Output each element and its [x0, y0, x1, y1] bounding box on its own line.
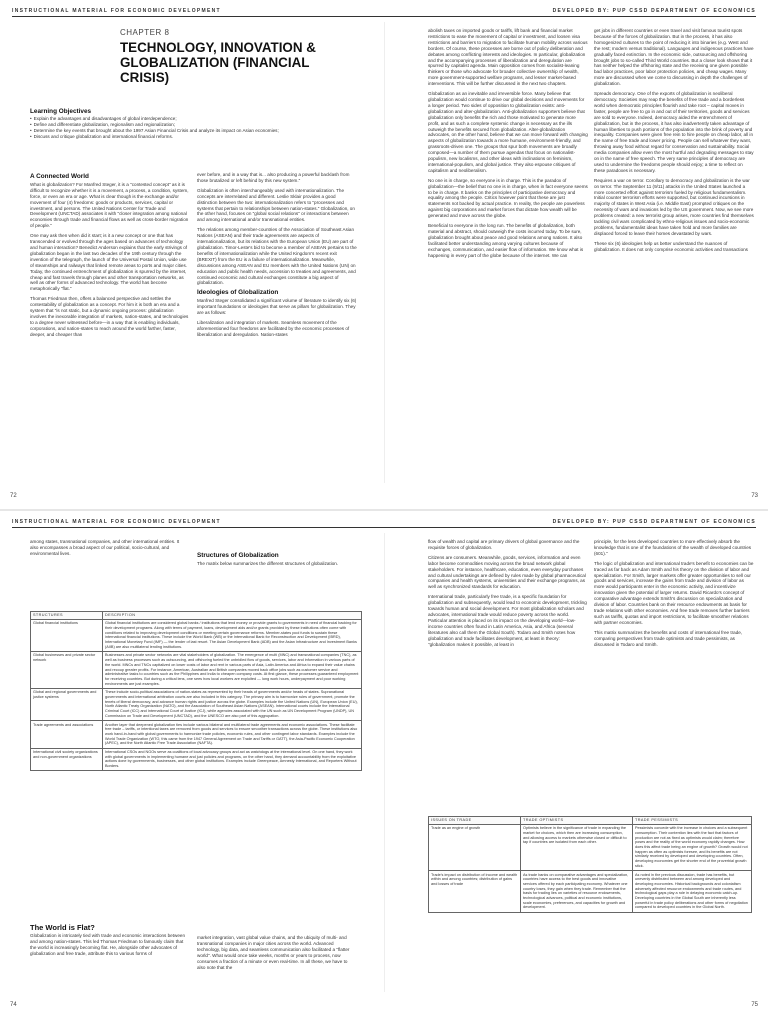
text-column-75b [594, 539, 754, 809]
running-header-left: INSTRUCTIONAL MATERIAL FOR ECONOMIC DEVELOPMENT [12, 519, 221, 525]
chapter-label: CHAPTER 8 [120, 28, 170, 37]
body-paragraph: No one is in charge, so everyone is in charge. This is the paradox of globalization—the belief that no one is in charge, when in fact everyone seems to be in charge. It banks on the principles of participative democracy and equality among the people. Critics however point that these are just statements not backed by actual practice. In reality, the people are powerless against big corporations and market forces that dictate how wealth will be generated and move across the globe. [428, 177, 588, 219]
page-number-right: 73 [751, 493, 758, 499]
table-cell: International CSOs and NGOs serve as coalitions of local advocacy groups and act as watchdogs at the international level. On one hand, they work with global governments in implementing humane and just policies and programs, on the other hand, they demand accountability from the exploitative actions done by governments, businesses, and other global institutions. Examples include Greenpeace, Amnesty International, and Reporters Without Borders. [103, 748, 362, 771]
objectives-list [30, 116, 360, 140]
table-cell: These include socio-political associations of nation-states as represented by their heads of governments and/or heads of states. Supranational governments and international arbitration courts are also included in this category. The primary aim is to harmonize rules of government, promote the tenets of liberal democracy, and advance human rights and justice across the globe. Examples include the United Nations (UN), European Union (EU), North Atlantic Treaty Organization (NATO), and the Association of Southeast Asian Nations (ASEAN). International courts include the International Criminal Court (ICC) and International Court of Justice (ICJ), while agencies associated with the UN such as UN Development Program (UNDP), UN Commission on Trade and Development (UNCTAD), and the UNESCO are also part of this aggrupation. [103, 688, 362, 720]
running-header-left: INSTRUCTIONAL MATERIAL FOR ECONOMIC DEVELOPMENT [12, 8, 221, 14]
body-paragraph: The logic of globalization and international trade's benefit to economies can be traced as far back as Adam Smith and his theory on the division of labor and specialization. For Smith, larger markets offer greater opportunities to sell our goods and services, increase the gains from trade and division of labor as more would participants enter in the economic activity, and incentivize innovation given the potential of larger returns. David Ricardo's concept of comparative advantage extends Smith's discussion on specialization and division of labor. Countries bank on their resource endowments as basis for trade relations with other economies. And free trade removes further barriers such as tariffs, quotas and import restrictions, to facilitate smoother relations with partner economies. [594, 560, 754, 625]
running-header-right: DEVELOPED BY: PUP CSSD DEPARTMENT OF ECONOMICS [552, 8, 756, 14]
page-number-left: 72 [10, 493, 17, 499]
body-paragraph: One may ask then when did it start; is it a new concept or one that has transcended or evolved through the ages based on advances of technology and human interaction? Benedict Anderson explains that the early strivings of globalization began in the last two decades of the 19th century through the invention of the telegraph, the launch of the Universal Postal Union, wide use of steamships and railways that linked remote areas to ports and major cities. Today, the continued entrenchment of globalization is spurred by the internet, cheap and fast travels through planes and other transportation networks, as well as other forms of advanced technology. The world has become metaphorically "flat." [30, 233, 188, 292]
objective-item: • Explain the advantages and disadvantages of global interdependence; [30, 116, 360, 122]
page-spread-74-75 [0, 509, 768, 1016]
table-header-row [31, 612, 362, 620]
table-row [31, 748, 362, 771]
table-cell: Trade agreements and associations [31, 721, 103, 749]
body-paragraph: Beneficial to everyone in the long run. The benefits of globalization, both material and abstract, should outweigh the costs incurred today. To be sure, globalization brought about peace and good relations among nations. It also facilitated better understanding among varying cultures because of exchanges, communication, and easier flow of information. We know what is happening in every part of the globe because of the internet. We can [428, 223, 584, 258]
table-cell: As trade banks on comparative advantages and specialization, countries have access to the best goods and innovative services offered by each participating economy. Whatever one country loses, they gain when they trade. Remember that the basis for trading lies on varieties of resource endowments, technological advances, political and economic institutions, scale economies, preferences, and capacities for growth and development. [521, 871, 633, 913]
body-paragraph: The matrix below summarizes the different structures of globalization. [197, 560, 339, 566]
header-rule [12, 16, 756, 17]
table-cell: Trade's impact on distribution of income and wealth within and among countries; distribution of gains and losses of trade [429, 871, 521, 913]
body-paragraph: Globalization as an inevitable and irreversible force. Many believe that globalization would continue to drive our global decisions and movements for a longer period. Two sides of opposition to globalization exists: anti-globalization and alter-globalization. Anti-globalization supporters believe that globalization only benefits the rich and those motivated to generate more profit, and as such a complete systemic change is necessary as the ills outweigh the benefits secured from globalization. Alter-globalization advocates, on the other hand, believe that we can move forward with changing aspects of globalization towards a more humane, environment-friendly, and grassroots-driven one. The groups that spur both movements are broadly composed—a number of them pursue agendas that focus on nationalist-populism, new localisms, and other ideas with inclinations on feminism, international-populism, and global justice. They also espouse critiques of capitalism and neoliberalism. [428, 91, 588, 173]
body-paragraph: flow of wealth and capital are primary drivers of global governance and the requisite forces of globalization. [428, 539, 580, 550]
table-cell: Another layer that deepened globalization ties include various bilateral and multilateral trade agreements and economic associations. These facilitate free trade – tariffs, or intentional taxes are removed from goods and services to ensure smoother transactions across the globe. These institutions also work hand-in-hand with global governments to harmonize trade policies, economic rules, and other contingent labor standards. Examples include the World Trade Organization (WTO, this came from the 1947 General Agreement on Trade and Tariffs or GATT), the Asia-Pacific Economic Cooperation (APEC), and the North Atlantic Free Trade Association (NAFTA). [103, 721, 362, 749]
text-column-73b [594, 28, 754, 485]
table-header-cell: ISSUES ON TRADE [429, 817, 521, 825]
section-heading-world-flat: The World is Flat? [30, 923, 95, 932]
body-paragraph: get jobs in different countries or even travel and visit famous tourist spots because of the forces of globalization. But in the process, it has also homogenized cultures to the point of reducing it into binaries (e.g. West and the rest; modern versus traditional). Languages and indigenous practices have gradually faced extinction. In the economic side, outsourcing and offshoring brought jobs to so-called Third World countries. But a closer look shows that it has neither helped the offshoring state and the receiving one given possible bad labor practices, poor labor protection policies, and cheap wages. Many more are discussed when we come to discussing in depth the challenges of globalization. [594, 28, 754, 87]
objectives-heading: Learning Objectives [30, 108, 92, 115]
body-paragraph: Liberalization and integration of markets. Seamless movement of the aforementioned four freedoms are facilitated by the economic processes of liberalization and deregulation. Nation-states [197, 319, 350, 337]
table-cell: Businesses and private sector networks are vital stakeholders of globalization. The emergence of multi (MNC) and transnational companies (TNC), as well as business processes such as outsourcing, and offshoring fueled the unbridled flow of goods, services, labor and information in various parts of the world. MNCs and TNCs capitalized on lower costs of labor and rent in various parts of Asia, Latin America and Africa to expand their value chains and recoup greater profits. For instance, American, Australian and British companies moved back office jobs such as customer service and administrative tasks to countries such as the Philippines and India to cheapen company costs. At first glance, these processes guaranteed employment for receiving countries. But during a critical lens, one sees how local workers are exploited — long work hours, underpayment and poor working environments are just examples. [103, 651, 362, 688]
table-cell: Global and regional governments and justice systems [31, 688, 103, 720]
body-paragraph: Thomas Friedman then, offers a balanced perspective and settles the contestability of globalization as a concept. For him it is both an era and a system that "is not static, but a dynamic ongoing process: globalization involves the inexorable integration of markets, nation-states, and technologies to a degree never witnessed before—in a way that is enabling individuals, corporations, and nation-states to reach around the world farther, faster, deeper, and cheaper than [30, 296, 189, 337]
section-heading-structures: Structures of Globalization [197, 552, 279, 559]
table-cell: As noted in the previous discussion, trade has benefits, but unevenly distributed between and among developed and developing economies. Historical backgrounds and colonialism adversely affected resource endowments and trade routes, and technological gaps play a role in delaying economic catch-up. Developing countries in the Global South are inherently less powerful in trade policy deliberations and other forms of negotiation compared to developed countries in the Global North. [633, 871, 752, 913]
body-paragraph: Globalization is intricately tied with trade and economic interactions between and among nation-states. This led Thomas Friedman to famously claim that the world is increasingly becoming flat. He, alongside other advocates of globalization and free trade, attribute this to various forms of [30, 932, 185, 956]
table-row [31, 688, 362, 720]
body-paragraph: Globalization is often interchangeably used with internationalization. The concepts are interrelated and different. Leslie Sklair provides a good distinction between the two: internationalization refers to "processes and systems that pertain to relationships between nation-states." Globalization, on the other hand, focuses on "global social relations" or interactions between and among international and/or transnational entities. [197, 187, 355, 223]
body-paragraph: ever before, and in a way that is... also producing a powerful backlash from those brutalized or left behind by this new system." [197, 172, 350, 183]
chapter-title: TECHNOLOGY, INNOVATION & GLOBALIZATION (FINANCIAL CRISIS) [120, 40, 316, 85]
table-row [429, 824, 752, 870]
table-header-cell: TRADE PESSIMISTS [633, 817, 752, 825]
page-number-left: 74 [10, 1002, 17, 1008]
header-rule [12, 527, 756, 528]
text-column-73a [428, 28, 588, 485]
table-cell: Global financial institutions [31, 619, 103, 651]
text-column-75a [428, 539, 588, 809]
page-gutter [384, 533, 385, 992]
body-paragraph: principle, for the less developed countries to more effectively absorb the knowledge that is one of the foundations of the wealth of developed countries (601)." [594, 539, 752, 556]
table-cell: Pessimists concede with the increase in choices and a subsequent consumption. Their contention lies with the fact that factors of production are not as fixed as optimists would claim; therefore poses and the reality of the world economy rapidly changes. How does this affect trade being an engine of growth? Growth would not happen as often as optimists foresee, and its benefits are not similarly received by developed and developing countries. Often, developing economies get the shorter end of the proverbial growth stick. [633, 824, 752, 870]
table-header-row [429, 817, 752, 825]
section-heading-connected-world: A Connected World [30, 173, 89, 180]
objective-item: • Determine the key events that brought about the 1997 Asian Financial Crisis and analyze its impact on Asian economies; [30, 128, 360, 134]
text-column-74-intro [30, 539, 185, 599]
text-column-74-flat [30, 923, 190, 995]
body-paragraph: among states, transnational companies, and other international entities. It also encompasses a broad aspect of our political, socio-cultural, and environmental lives. [30, 539, 180, 556]
table-row [429, 871, 752, 913]
section-heading-ideologies: Ideologies of Globalization [197, 289, 279, 297]
table-cell: Optimists believe in the significance of trade in expanding the market for choices, which then are increasing consumption, and allowing access to markets otherwise closed or difficult to tap if countries are isolated from each other. [521, 824, 633, 870]
objective-item: • Define and differentiate globalization, regionalism and regionalization; [30, 122, 360, 128]
trade-issues-table [428, 816, 752, 913]
text-column-72a [30, 170, 190, 485]
table-row [31, 721, 362, 749]
text-column-72b [197, 172, 357, 485]
table-header-cell: STRUCTURES [31, 612, 103, 620]
body-paragraph: abolish taxes on imported goods or tariffs, lift bank and financial market restrictions to ease the movement of capital or investment, and loosen visa restrictions and barriers to migration to facilitate human mobility across various borders. Of course, these processes are borne out of policy deliberation and debates among conflicting interests and ideologies. In particular, globalization and the accompanying processes of liberalization and deregulation are spurred by capitalist agenda. Main opposition comes from socialist-leaning thinkers or those who advocate for broader collective ownership of wealth, more government-supported welfare programs, and lesser market-based interventions. This will be further discussed in the next two chapters. [428, 28, 588, 87]
body-paragraph: Citizens are consumers. Meanwhile, goods, services, information and even labor become commodities moving across the broad network global stakeholders. For instance, healthcare, education, even everyday purchases and cultural undertakings are defined by rules made by global pharmaceutical companies and health systems, universities and their exchange programs, as well as synchronized standards for education. [428, 554, 586, 590]
body-paragraph: Manfred Steger consolidated a significant volume of literature to identify six (6) important foundations or ideologies that serve as pillars for globalization. They are as follows: [197, 298, 357, 316]
body-paragraph: Spreads democracy. One of the exports of globalization is neoliberal democracy. Societies may reap the benefits of free trade and a borderless world when democratic principles flourish and take root – capital moves in faster, people are free to go in and out of their territories, goods and services are sold to everyone. Indeed, democracy aided the entrenchment of globalization, but in the process, it has also inadvertently taken advantage of human liberties to push portions of the population into the brink of poverty and inequality. Companies were given free rein to hire people on cheap labor, all in the name of free trade and lower pricing. People can sell whatever they want, throwing away food without regard for conservation and sustainability. Social media companies allow even the most hurtful and degrading messages to stay on in the name of free speech. The very same principles of democracy are used to undermine the freedoms people should enjoy; a time to reflect on these paradoxes is necessary. [594, 91, 754, 173]
objective-item: • Discuss and critique globalization and international financial reforms. [30, 134, 360, 140]
body-paragraph: International trade, particularly free trade, is a specific foundation for globalization and subsequently, would lead to economic development, trickling towards human and social development. For most globalization scholars and advocates, international trade would reduce poverty across the world. Particular attention is placed on its impact on the developing world—low-income countries often found in Latin America, Asia, and Africa (several literatures also call them the Global South). Todaro and Smith notes how globalization and trade facilitates development, at least in theory: "globalization makes it possible, at least in [428, 594, 587, 647]
table-cell: International civil society organizations and non-government organizations [31, 748, 103, 771]
table-cell: Global financial institutions are considered global banks / institutions that lend money or provide grants to governments in need of financial backing for their development programs. Along with terms of payment, loans, development aids and/or grants provided by these institutions often come with conditions related to improving development conditions or meeting certain governance reforms. Member-states pool funds to sustain these international financial institutions. These include the World Bank (WB) or the International Bank for Reconstruction and Development (IBRD), International Monetary Fund (IMF) — the lender of last resort. The Asian Development Bank (ADB) and the Asian Infrastructure and Investment Banks (AIIB) are also multilateral lending institutions. [103, 619, 362, 651]
body-paragraph: The relations among member-countries of the Association of Southeast Asian Nations (ASEAN) and their trade agreements are aspects of internationalization, but its relations with the European Union (EU) are part of globalization. Timor-Leste's bid to become a member of ASEAN pertains to the benefits of internationalization while the United Kingdom's recent exit (BREXIT) from the EU is a failure of internationalization. Meanwhile, discussions among ASEAN and EU members with the United Nations (UN) on education and public health needs, accession to treaties and agreements, and continued economic and cultural exchanges constitute a big aspect of globalization. [197, 227, 357, 286]
body-paragraph: What is globalization? For Manfred Steger, it is a "contested concept" as it is difficult to recognize whether it is a movement, a process, a condition, system, force, or even an era or age. What is clear though is the exchange and/or movement of four (4) freedoms: goods or products, services, capital or investment, and persons. The United Nations Center for Trade and Development (UNCTAD) associates it with "closer integration among national economies through trade and financial flows as well as cross-border migration of people." [30, 181, 189, 229]
page-spread-72-73 [0, 0, 768, 507]
page-gutter [384, 22, 385, 483]
table-row [31, 651, 362, 688]
body-paragraph: market integration, vast global value chains, and the ubiquity of multi- and transnational companies in major cities across the world. Advanced technology, big data, and seamless communication also facilitated a "flatter world". What would once take weeks, months or years to process, now consumes a fraction of a minute or even real-time. In all these, we have to also note that the [197, 935, 350, 970]
body-paragraph: Requires a war on terror. Corollary to democracy and globalization is the war on terror. The September 11 (9/11) attacks in the United States launched a more concerted effort against terrorism fueled by religious fundamentalism. Initial counter terrorism efforts were supported, but continued incursions in majority of states in West Asia (i.e. Middle East) prompted critiques on the necessity of wars and invasions led by the US government. Now, we see more problems created: a new terrorist group arises, more countries find themselves tackling civil wars complicated by ethno-religious issues and socio-economic problems, fundamentalist ideas have taken hold and more families are displaced forced to leave their homes devastated by wars. [594, 177, 754, 236]
table-header-cell: DESCRIPTION [103, 612, 362, 620]
body-paragraph: These six (6) ideologies help us better understand the nuances of globalization. It does not only comprise economic activities and transactions [594, 240, 748, 252]
table-row [31, 619, 362, 651]
page-number-right: 75 [751, 1002, 758, 1008]
table-header-cell: TRADE OPTIMISTS [521, 817, 633, 825]
table-cell: Global businesses and private sector network [31, 651, 103, 688]
structures-table [30, 611, 362, 771]
table-cell: Trade as an engine of growth [429, 824, 521, 870]
text-column-74-flat-cont [197, 935, 357, 995]
text-column-74-structures [197, 549, 357, 609]
body-paragraph: This matrix summarizes the benefits and costs of international free trade, comparing perspectives from trade optimists and trade pessimists, as discussed in Todaro and Smith. [594, 629, 743, 647]
running-header-right: DEVELOPED BY: PUP CSSD DEPARTMENT OF ECONOMICS [552, 519, 756, 525]
